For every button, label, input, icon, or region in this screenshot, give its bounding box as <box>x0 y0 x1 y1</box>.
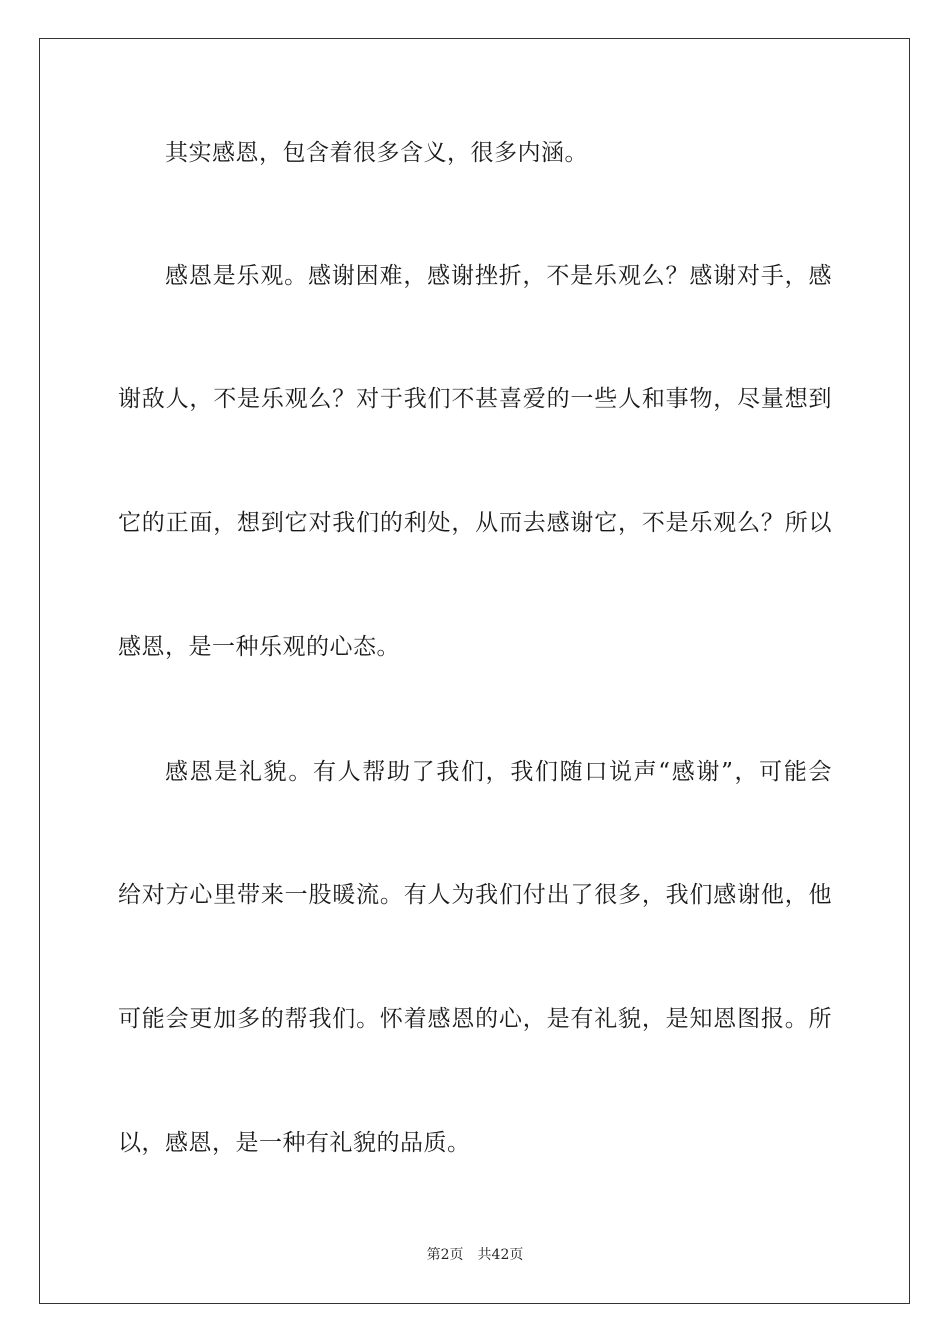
paragraph-line: 其实感恩，包含着很多含义，很多内涵。 <box>165 140 588 166</box>
page-number: 第2页 <box>426 1247 464 1263</box>
paragraph-line: 它的正面，想到它对我们的利处，从而去感谢它，不是乐观么？所以 <box>118 510 832 536</box>
paragraph-line: 以，感恩，是一种有礼貌的品质。 <box>118 1130 471 1156</box>
page-total: 共42页 <box>477 1247 524 1263</box>
paragraph-line: 感恩是乐观。感谢困难，感谢挫折，不是乐观么？感谢对手，感 <box>165 263 832 289</box>
paragraph-line: 谢敌人，不是乐观么？对于我们不甚喜爱的一些人和事物，尽量想到 <box>118 386 832 412</box>
paragraph-line: 给对方心里带来一股暖流。有人为我们付出了很多，我们感谢他，他 <box>118 882 832 908</box>
page-frame <box>39 38 910 1304</box>
paragraph-line: 感恩，是一种乐观的心态。 <box>118 634 400 660</box>
page-footer <box>0 1246 950 1264</box>
paragraph-line: 可能会更加多的帮我们。怀着感恩的心，是有礼貌，是知恩图报。所 <box>118 1006 832 1032</box>
paragraph-line: 感恩是礼貌。有人帮助了我们，我们随口说声“感谢”，可能会 <box>165 759 832 785</box>
